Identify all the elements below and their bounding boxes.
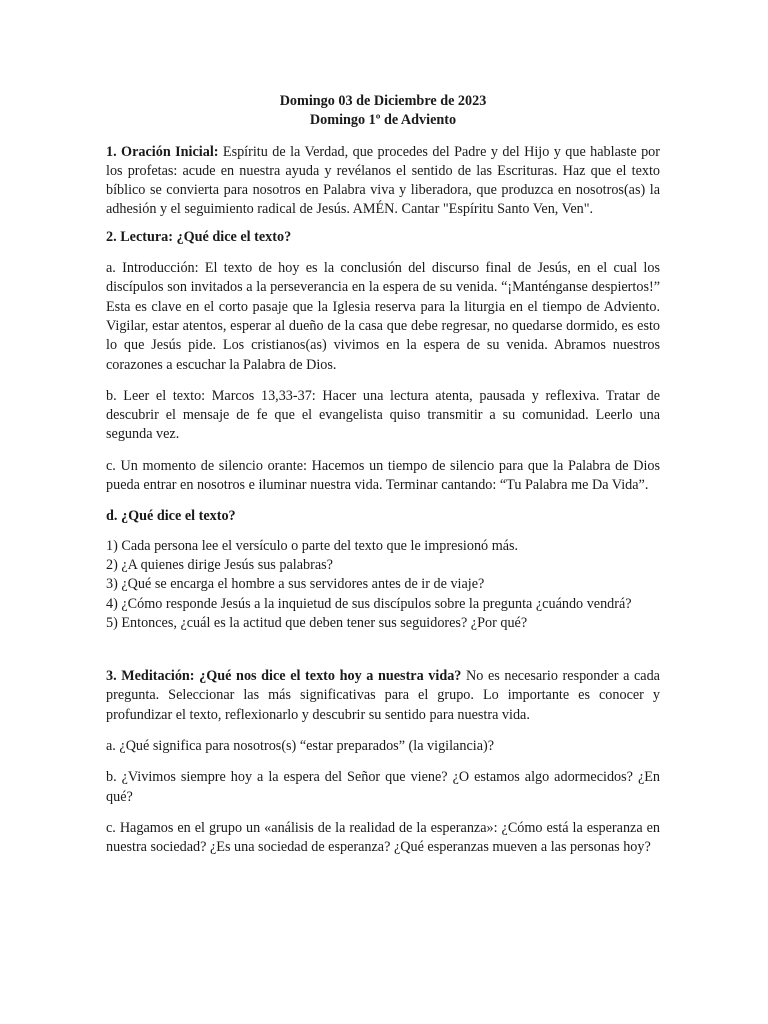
paragraph-meditacion-b: b. ¿Vivimos siempre hoy a la espera del Señor que viene? ¿O estamos algo adormecidos? ¿En qué? [106,769,660,805]
section-meditacion [106,667,660,725]
paragraph-meditacion-c: c. Hagamos en el grupo un «análisis de la realidad de la esperanza»: ¿Cómo está la esperanza en nuestra sociedad? ¿Es una sociedad de esperanza? ¿Qué esperanzas mueven a las personas hoy? [106,819,660,856]
paragraph-silencio-orante: c. Un momento de silencio orante: Hacemos un tiempo de silencio para que la Palabra de Dios pueda entrar en nosotros e iluminar nuestra vida. Terminar cantando: “Tu Palabra me Da Vida”. [106,457,660,494]
list-item: 4) ¿Cómo responde Jesús a la inquietud de sus discípulos sobre la pregunta ¿cuándo vendrá? [106,595,632,612]
document-page [106,92,660,858]
section-heading: 1. Oración Inicial: [106,143,219,160]
questions-list [106,537,660,633]
list-item: 1) Cada persona lee el versículo o parte del texto que le impresionó más. [106,537,519,554]
document-subtitle: Domingo 1º de Adviento [309,112,457,129]
list-item: 2) ¿A quienes dirige Jesús sus palabras? [106,556,333,573]
section-oracion-inicial [106,143,660,220]
paragraph-meditacion-a: a. ¿Qué significa para nosotros(s) “estar preparados” (la vigilancia)? [106,738,495,755]
section-text: No es necesario responder a cada pregunta. Seleccionar las más significativas para el grupo. Lo importante es conocer y profundizar el texto, reflexionarlo y descubrir su sentido para nuestra vida. [106,668,660,723]
paragraph-introduccion: a. Introducción: El texto de hoy es la conclusión del discurso final de Jesús, en el cual los discípulos son invitados a la perseverancia en la espera de su venida. “¡Manténganse despiertos!” Esta es clave en el corto pasaje que la Iglesia reserva para la liturgia en el tiempo de Adviento. Vigilar, estar atentos, esperar al dueño de la casa que debe regresar, no quedarse dormido, es esto lo que Jesús pide. Los cristianos(as) vivimos en la espera de su venida. Abramos nuestros corazones a escuchar la Palabra de Dios. [106,260,660,373]
section-text: Espíritu de la Verdad, que procedes del Padre y del Hijo y que hablaste por los profetas: acude en nuestra ayuda y revélanos el sentido de las Escrituras. Haz que el texto bíblico se convierta para nosotros en Palabra viva y liberadora, que produzca en nosotros(as) la adhesión y el seguimiento radical de Jesús. AMÉN. Cantar "Espíritu Santo Ven, Ven". [106,143,660,218]
subsection-que-dice-heading: d. ¿Qué dice el texto? [106,508,236,525]
paragraph-leer-texto: b. Leer el texto: Marcos 13,33-37: Hacer una lectura atenta, pausada y reflexiva. Tratar de descubrir el mensaje de fe que el evangelista quiso transmitir a su comunidad. Leerlo una segunda vez. [106,387,660,443]
section-heading: 3. Meditación: ¿Qué nos dice el texto hoy a nuestra vida? [106,668,462,685]
document-date: Domingo 03 de Diciembre de 2023 [279,93,487,109]
section-lectura-heading: 2. Lectura: ¿Qué dice el texto? [106,228,292,245]
list-item: 3) ¿Qué se encarga el hombre a sus servidores antes de ir de viaje? [106,576,485,593]
list-item: 5) Entonces, ¿cuál es la actitud que deben tener sus seguidores? ¿Por qué? [106,614,528,631]
